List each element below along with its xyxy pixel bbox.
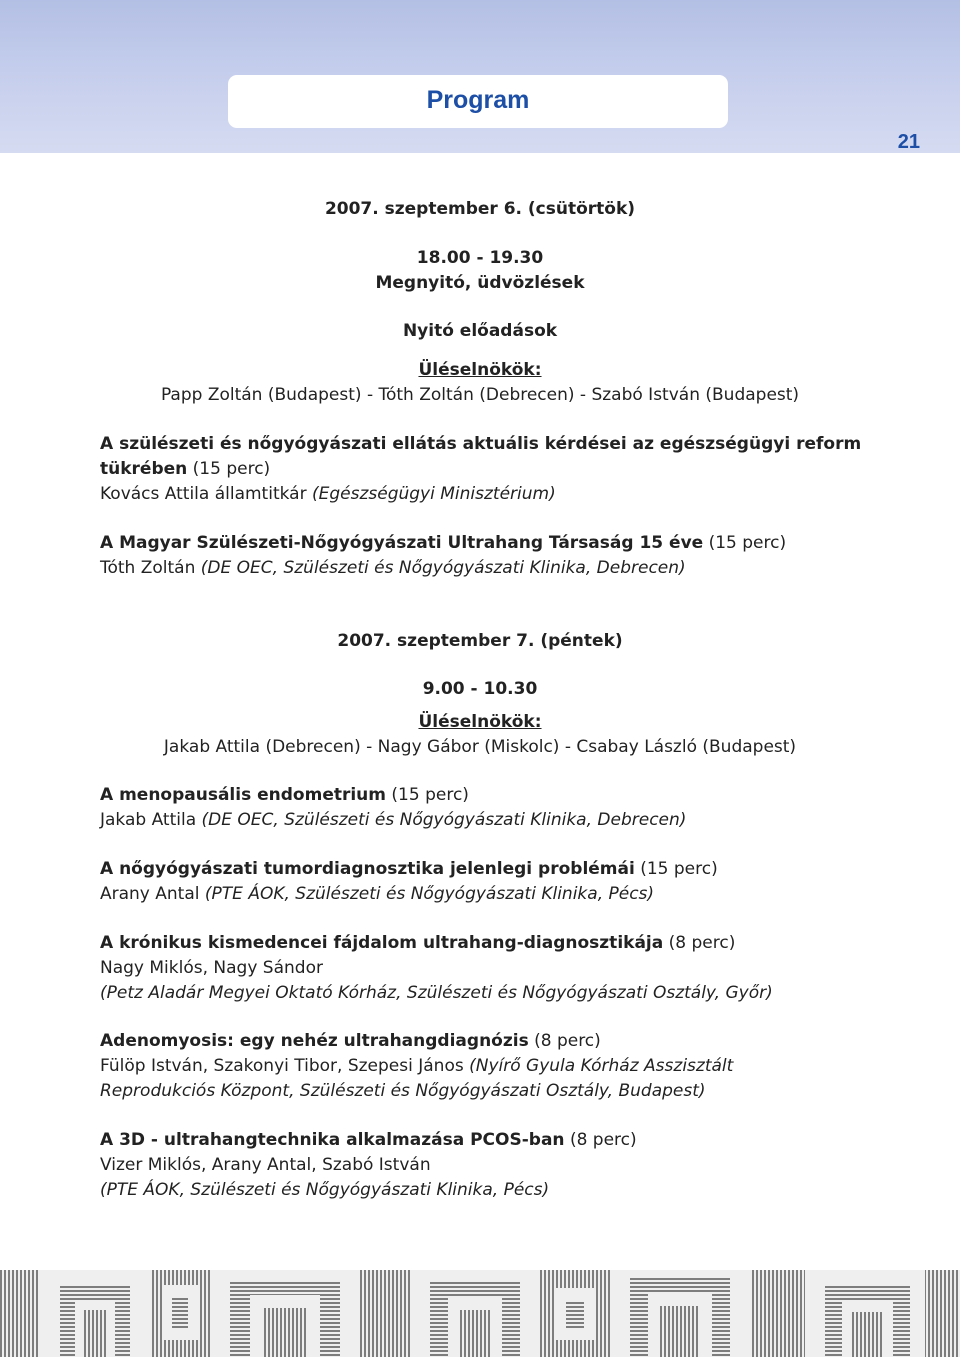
day1-chairs: Papp Zoltán (Budapest) - Tóth Zoltán (Debrecen) - Szabó István (Budapest) [160, 385, 800, 405]
talk-duration: (15 perc) [192, 459, 271, 479]
talk-duration: (8 perc) [668, 933, 736, 953]
day1-talk-2 [100, 531, 900, 581]
talk-title: A 3D - ultrahangtechnika alkalmazása PCOS-ban [100, 1130, 565, 1150]
talk-affiliation: (PTE ÁOK, Szülészeti és Nőgyógyászati Klinika, Pécs) [204, 884, 655, 904]
day2-talk-1 [100, 783, 900, 833]
talk-duration: (15 perc) [640, 859, 718, 879]
talk-speaker: Tóth Zoltán [100, 558, 196, 578]
talk-title: tükrében [100, 459, 188, 479]
day1-time: 18.00 - 19.30 [416, 248, 544, 268]
day1-talk-1 [100, 432, 900, 507]
day1-session-title: Nyitó előadások [402, 321, 558, 341]
page-number: 21 [897, 131, 920, 153]
talk-speaker: Jakab Attila [100, 810, 197, 830]
talk-affiliation: (DE OEC, Szülészeti és Nőgyógyászati Klinika, Debrecen) [200, 558, 686, 578]
day2-time: 9.00 - 10.30 [422, 679, 538, 699]
page-title: Program [426, 86, 530, 114]
day2-talk-3 [100, 931, 900, 1006]
talk-affiliation: (Nyírő Gyula Kórház Asszisztált [469, 1056, 734, 1076]
decorative-footer-pattern [0, 1270, 960, 1357]
day1-opening: Megnyitó, üdvözlések [375, 273, 585, 293]
talk-speaker: Nagy Miklós, Nagy Sándor [100, 958, 323, 978]
day2-talk-2 [100, 857, 900, 907]
day1-date: 2007. szeptember 6. (csütörtök) [324, 199, 636, 219]
talk-speaker: Vizer Miklós, Arany Antal, Szabó István [100, 1155, 431, 1175]
day2-talk-4 [100, 1029, 900, 1104]
talk-duration: (15 perc) [708, 533, 787, 553]
talk-duration: (8 perc) [569, 1130, 637, 1150]
talk-title: A krónikus kismedencei fájdalom ultrahang-diagnosztikája [100, 933, 664, 953]
talk-duration: (15 perc) [391, 785, 469, 805]
talk-title: A menopausális endometrium [100, 785, 387, 805]
talk-title: A nőgyógyászati tumordiagnosztika jelenlegi problémái [100, 859, 635, 879]
talk-title: A Magyar Szülészeti-Nőgyógyászati Ultrahang Társaság 15 éve [100, 533, 704, 553]
talk-title: Adenomyosis: egy nehéz ultrahangdiagnózis [100, 1031, 529, 1051]
talk-speaker: Fülöp István, Szakonyi Tibor, Szepesi János [100, 1056, 464, 1076]
day2-date: 2007. szeptember 7. (péntek) [337, 631, 623, 651]
talk-affiliation: (DE OEC, Szülészeti és Nőgyógyászati Klinika, Debrecen) [201, 810, 687, 830]
day1-chairs-label: Üléselnökök: [418, 360, 542, 380]
talk-speaker: Arany Antal [100, 884, 200, 904]
day2-talk-5 [100, 1128, 900, 1203]
talk-affiliation: (Petz Aladár Megyei Oktató Kórház, Szülészeti és Nőgyógyászati Osztály, Győr) [100, 983, 773, 1003]
talk-affiliation: Reprodukciós Központ, Szülészeti és Nőgyógyászati Osztály, Budapest) [100, 1081, 706, 1101]
talk-affiliation: (PTE ÁOK, Szülészeti és Nőgyógyászati Klinika, Pécs) [100, 1180, 550, 1200]
day2-chairs: Jakab Attila (Debrecen) - Nagy Gábor (Miskolc) - Csabay László (Budapest) [163, 737, 797, 757]
talk-title: A szülészeti és nőgyógyászati ellátás aktuális kérdései az egészségügyi reform [100, 434, 862, 454]
talk-affiliation: (Egészségügyi Minisztérium) [311, 484, 556, 504]
title-box [228, 75, 728, 128]
talk-speaker: Kovács Attila államtitkár [100, 484, 307, 504]
day2-chairs-label: Üléselnökök: [418, 712, 542, 732]
talk-duration: (8 perc) [534, 1031, 601, 1051]
